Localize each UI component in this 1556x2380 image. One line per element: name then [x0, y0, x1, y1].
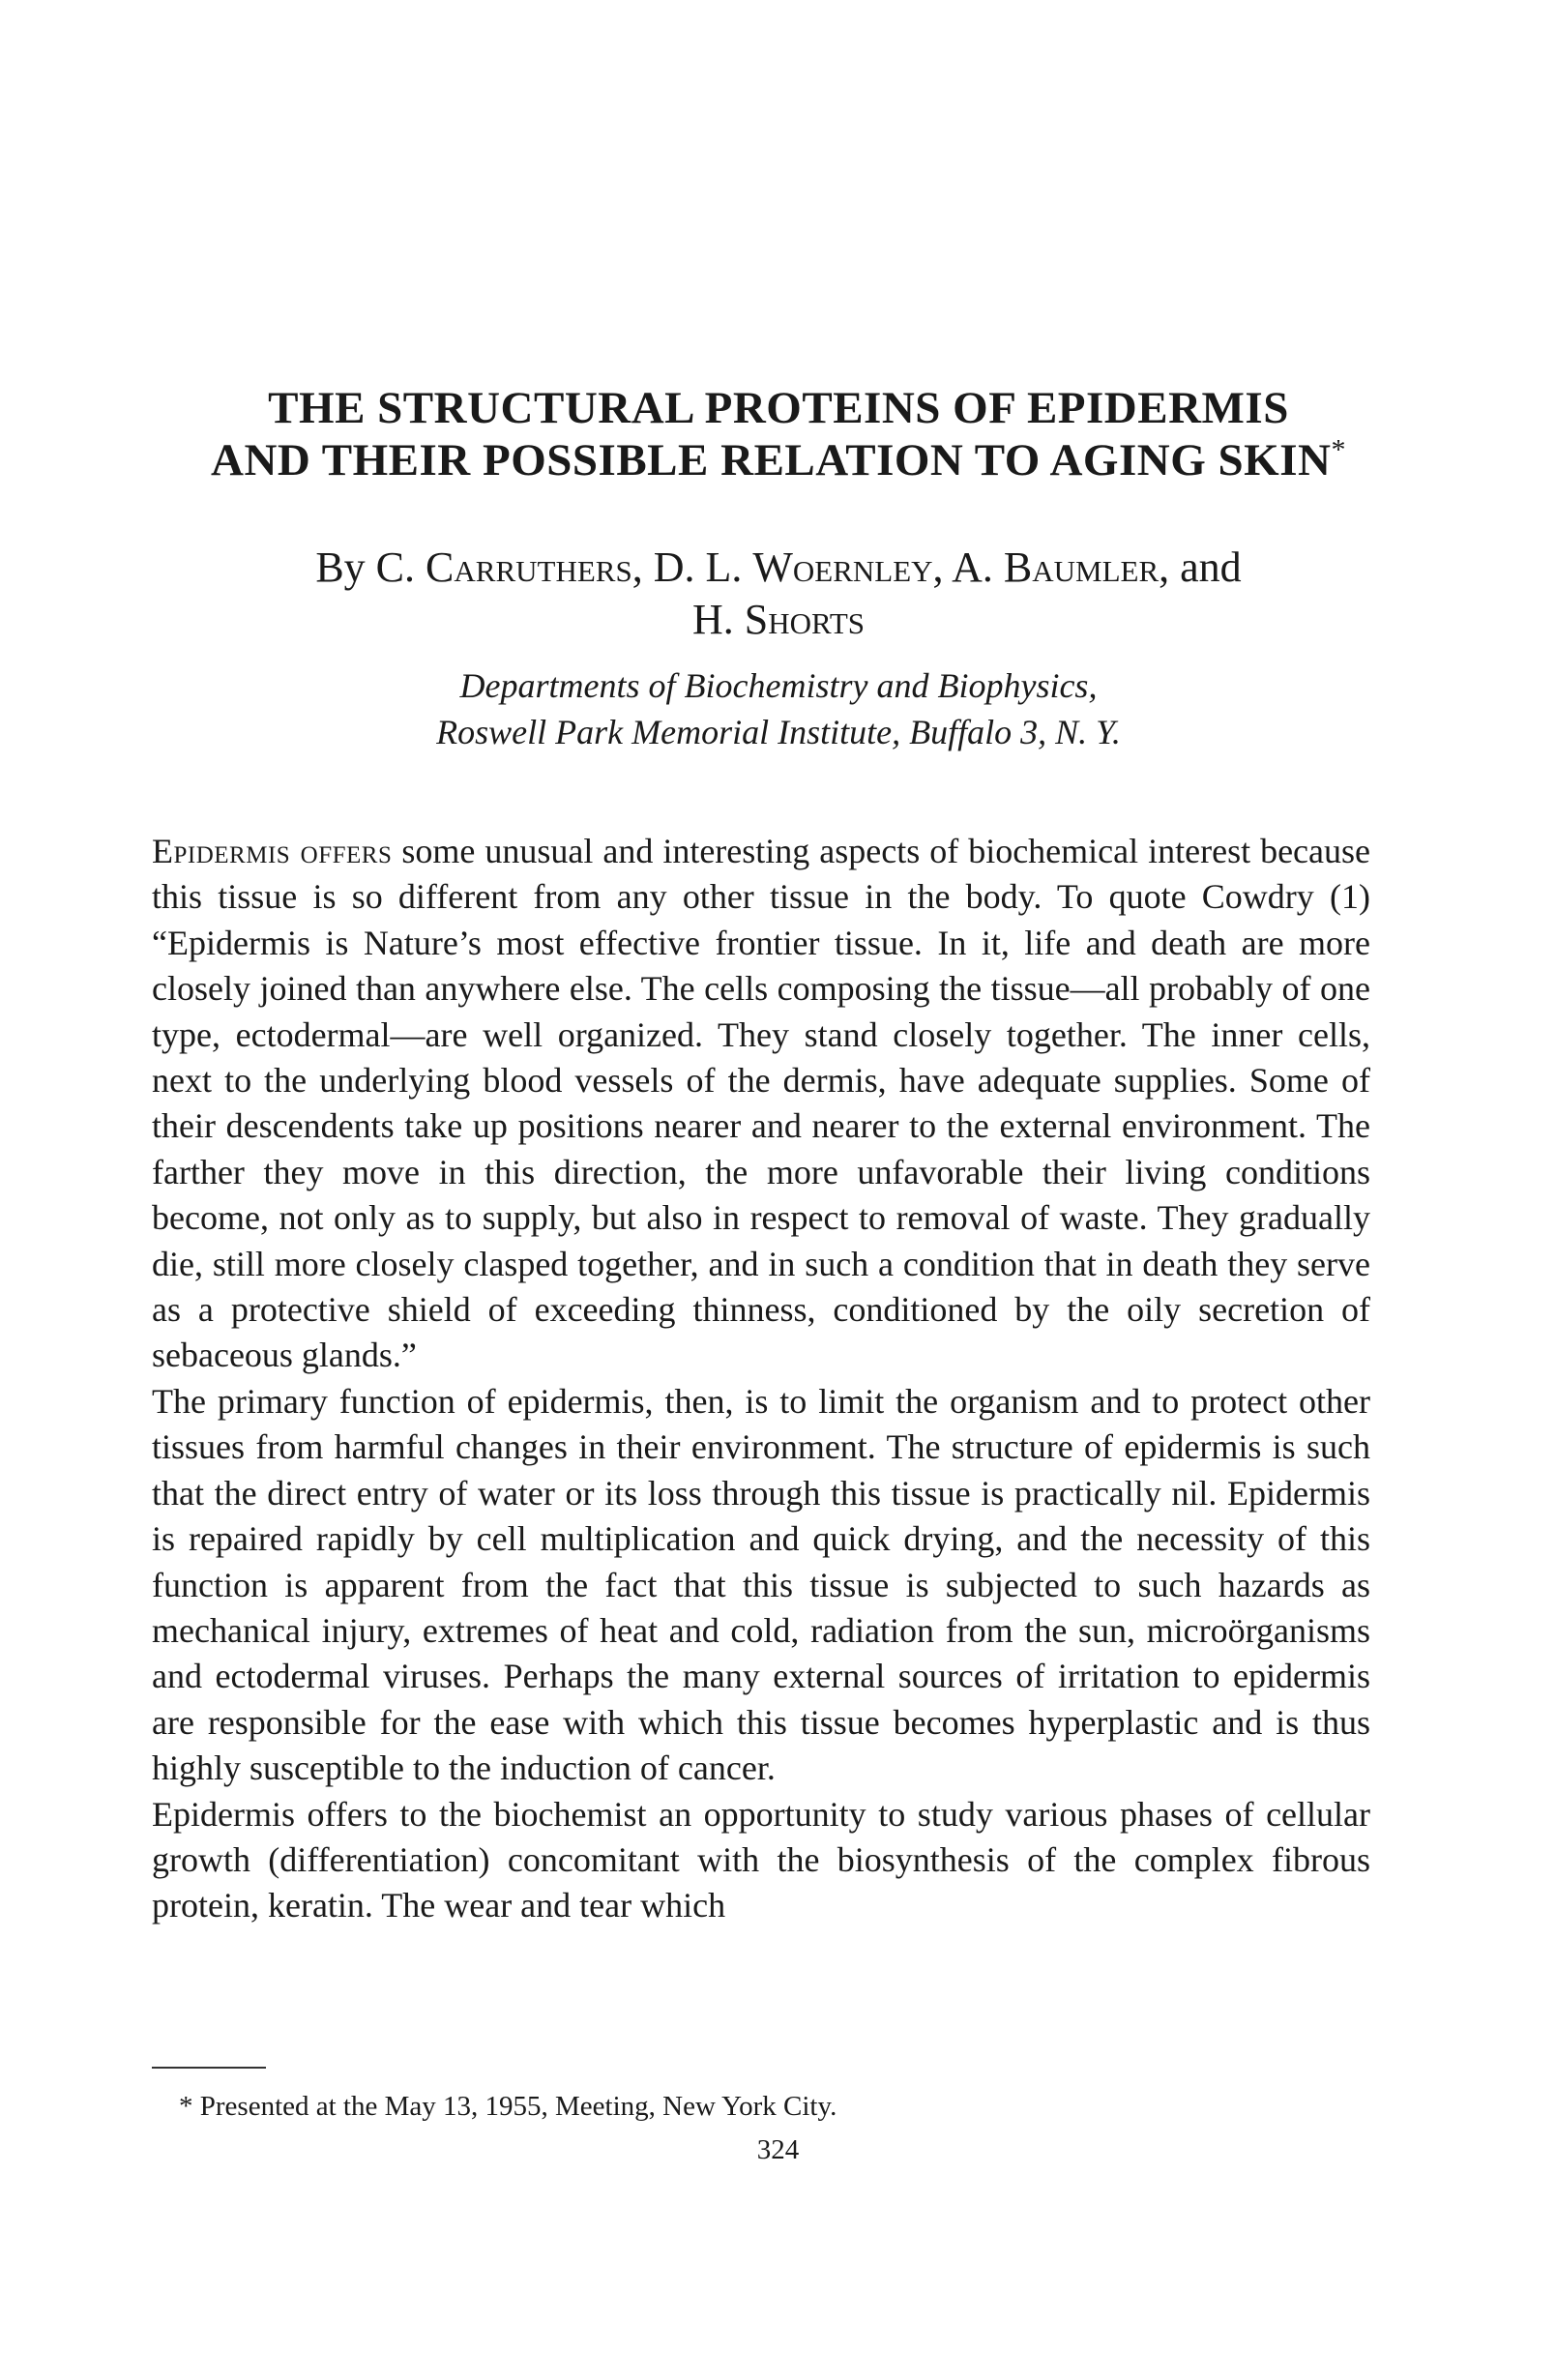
article-body: [152, 829, 1370, 1929]
affiliation: [242, 662, 1315, 755]
paragraph-1-text: some unusual and interesting aspects of biochemical interest because this tissue is so different from any other tissue in the body. To quote Cowdry (1) “Epidermis is Nature’s most effective frontier tissue. In it, life and death are more closely joined than anywhere else. The cells composing the tissue—all probably of one type, ectodermal—are well organized. They stand closely together. The inner cells, next to the underlying blood vessels of the dermis, have adequate supplies. Some of their descendents take up positions nearer and nearer to the external environment. The farther they move in this direction, the more unfavorable their living conditions become, not only as to supply, but also in respect to removal of waste. They gradually die, still more closely clasped together, and in such a condition that in death they serve as a protective shield of exceeding thinness, conditioned by the oily secretion of sebaceous glands.”: [152, 832, 1370, 1375]
byline-prefix: By: [315, 544, 366, 591]
paragraph-3: Epidermis offers to the biochemist an opportunity to study various phases of cellular growth (differentiation) concomitant with the biosynthesis of the complex fibrous protein, keratin. The wear and tear which: [152, 1794, 1370, 1925]
footnote: * Presented at the May 13, 1955, Meeting, New York City.: [179, 2091, 837, 2122]
title-line-2-text: AND THEIR POSSIBLE RELATION TO AGING SKIN: [211, 435, 1332, 485]
paragraph-2: The primary function of epidermis, then, is to limit the organism and to protect other tissues from harmful changes in their environment. The structure of epidermis is such that the direct entry of water or its loss through this tissue is practically nil. Epidermis is repaired rapidly by cell multiplication and quick drying, and the necessity of this function is apparent from the fact that this tissue is subjected to such hazards as mechanical injury, extremes of heat and cold, radiation from the sun, microörganisms and ectodermal viruses. Perhaps the many external sources of irritation to epidermis are responsible for the ease with which this tissue becomes hyperplastic and is thus highly susceptible to the induction of cancer.: [152, 1381, 1370, 1788]
affiliation-line-1: Departments of Biochemistry and Biophysics,: [459, 666, 1098, 705]
title-footnote-marker: *: [1331, 433, 1346, 466]
author-4: H. Shorts: [691, 596, 866, 643]
title-line-1: THE STRUCTURAL PROTEINS OF EPIDERMIS: [268, 383, 1289, 433]
footnote-rule: [152, 2067, 266, 2069]
page-number: 324: [756, 2134, 800, 2165]
author-2: D. L. Woernley,: [653, 544, 944, 591]
paragraph-1: [152, 829, 1370, 1379]
author-3: A. Baumler, and: [952, 544, 1242, 591]
title-line-2: [135, 434, 1422, 486]
affiliation-line-2: Roswell Park Memorial Institute, Buffalo 3, N. Y.: [436, 713, 1121, 751]
author-1: C. Carruthers,: [375, 544, 643, 591]
author-byline: [203, 542, 1354, 646]
article-title: [135, 382, 1422, 486]
paragraph-1-lead: Epidermis offers: [152, 832, 393, 870]
